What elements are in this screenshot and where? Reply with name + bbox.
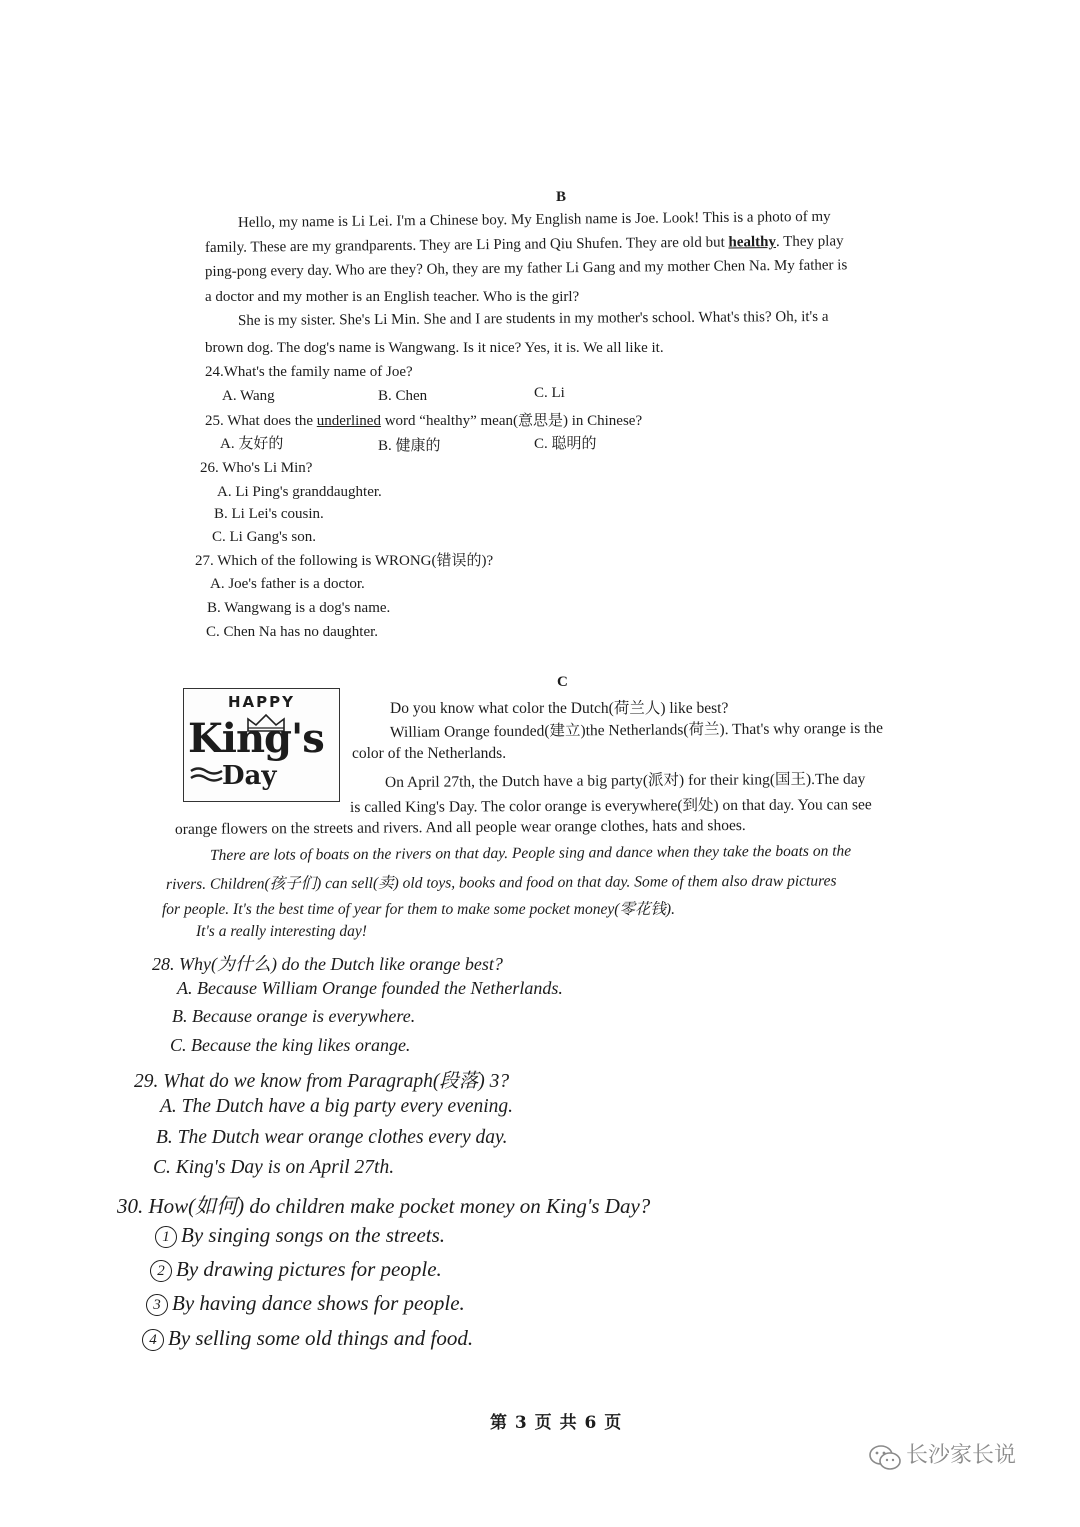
q25-text: word “healthy” mean(意思是) in Chinese? (380, 413, 643, 429)
q30-option-text: By having dance shows for people. (172, 1291, 465, 1315)
q25-text: 25. What does the (205, 413, 317, 429)
q27-option-a: A. Joe's father is a doctor. (210, 576, 365, 592)
q26-option-c: C. Li Gang's son. (212, 529, 316, 545)
q24-option-a: A. Wang (222, 388, 275, 404)
passage-c-line-1: Do you know what color the Dutch(荷兰人) like best? (390, 700, 729, 717)
kings-day-logo (183, 688, 340, 802)
q26-option-a: A. Li Ping's granddaughter. (217, 484, 382, 500)
section-b-heading: B (556, 189, 567, 205)
q25-option-c: C. 聪明的 (534, 436, 597, 452)
passage-c-line-6: orange flowers on the streets and rivers. And all people wear orange clothes, hats and shoes. (174, 817, 746, 838)
logo-kings-text: King's (188, 715, 324, 762)
passage-b-line-1: Hello, my name is Li Lei. I'm a Chinese boy. My English name is Joe. Look! This is a photo of my (237, 208, 831, 231)
passage-c-line-4: On April 27th, the Dutch have a big party(派对) for their king(国王).The day (384, 770, 866, 791)
passage-c-line-9: for people. It's the best time of year for them to make some pocket money(零花钱). (162, 901, 675, 918)
page-number: 第 3 页 共 6 页 (490, 1413, 623, 1433)
circled-number: 1 (155, 1226, 177, 1248)
question-30: 30. How(如何) do children make pocket money on King's Day? (117, 1194, 651, 1218)
q27-option-b: B. Wangwang is a dog's name. (207, 600, 391, 616)
q25-option-a: A. 友好的 (220, 436, 284, 452)
passage-b-line-6: brown dog. The dog's name is Wangwang. Is it nice? Yes, it is. We all like it. (205, 340, 664, 356)
watermark-text: 长沙家长说 (906, 1443, 1017, 1468)
question-26: 26. Who's Li Min? (200, 460, 313, 476)
q30-option-text: By singing songs on the streets. (181, 1223, 446, 1247)
circled-number: 3 (146, 1294, 168, 1316)
section-c-heading: C (557, 674, 568, 690)
wave-icon (190, 765, 224, 785)
wechat-icon (868, 1443, 902, 1473)
passage-c-line-8: rivers. Children(孩子们) can sell(卖) old toys, books and food on that day. Some of them also draw pictures (165, 872, 837, 893)
q28-option-b: B. Because orange is everywhere. (172, 1006, 416, 1026)
q28-option-c: C. Because the king likes orange. (170, 1035, 411, 1055)
question-24: 24.What's the family name of Joe? (205, 364, 413, 380)
passage-c-line-7: There are lots of boats on the rivers on that day. People sing and dance when they take the boats on the (209, 842, 852, 864)
q30-option-3 (146, 1291, 465, 1316)
passage-b-line-5: She is my sister. She's Li Min. She and I are students in my mother's school. What's this? Oh, it's a (237, 308, 829, 329)
q30-option-2 (150, 1257, 442, 1282)
q25-underlined: underlined (316, 413, 381, 429)
passage-b-text: family. These are my grandparents. They are Li Ping and Qiu Shufen. They are old but (204, 234, 725, 256)
logo-happy-text: HAPPY (227, 693, 295, 711)
q30-option-text: By drawing pictures for people. (176, 1257, 442, 1281)
q24-option-c: C. Li (534, 385, 565, 401)
passage-c-line-2: William Orange founded(建立)the Netherlands(荷兰). That's why orange is the (389, 719, 884, 741)
q27-option-c: C. Chen Na has no daughter. (206, 624, 379, 640)
q30-option-4 (142, 1326, 473, 1351)
question-27: 27. Which of the following is WRONG(错误的)? (195, 553, 494, 569)
q25-option-b: B. 健康的 (378, 438, 441, 454)
question-29: 29. What do we know from Paragraph(段落) 3? (134, 1071, 510, 1092)
q30-option-text: By selling some old things and food. (168, 1326, 474, 1350)
passage-c-line-10: It's a really interesting day! (196, 923, 367, 940)
q30-option-1 (155, 1223, 445, 1248)
circled-number: 4 (142, 1329, 164, 1351)
q29-option-c: C. King's Day is on April 27th. (153, 1157, 395, 1178)
question-28: 28. Why(为什么) do the Dutch like orange best? (152, 954, 503, 974)
q29-option-b: B. The Dutch wear orange clothes every day. (156, 1127, 508, 1148)
q28-option-a: A. Because William Orange founded the Netherlands. (177, 978, 563, 998)
question-25 (205, 409, 642, 433)
logo-day-text: Day (222, 761, 277, 791)
passage-b-line-4: a doctor and my mother is an English teacher. Who is the girl? (205, 289, 580, 305)
q24-option-b: B. Chen (378, 388, 428, 404)
passage-b-line-3: ping-pong every day. Who are they? Oh, they are my father Li Gang and my mother Chen Na. My father is (204, 257, 848, 280)
healthy-underlined-word: healthy (728, 234, 777, 251)
circled-number: 2 (150, 1260, 172, 1282)
q26-option-b: B. Li Lei's cousin. (214, 506, 324, 522)
watermark (868, 1438, 1016, 1473)
passage-c-line-5: is called King's Day. The color orange is everywhere(到处) on that day. You can see (349, 796, 872, 816)
passage-c-line-3: color of the Netherlands. (352, 745, 507, 762)
q29-option-a: A. The Dutch have a big party every evening. (160, 1096, 514, 1117)
passage-b-text: . They play (775, 233, 844, 251)
